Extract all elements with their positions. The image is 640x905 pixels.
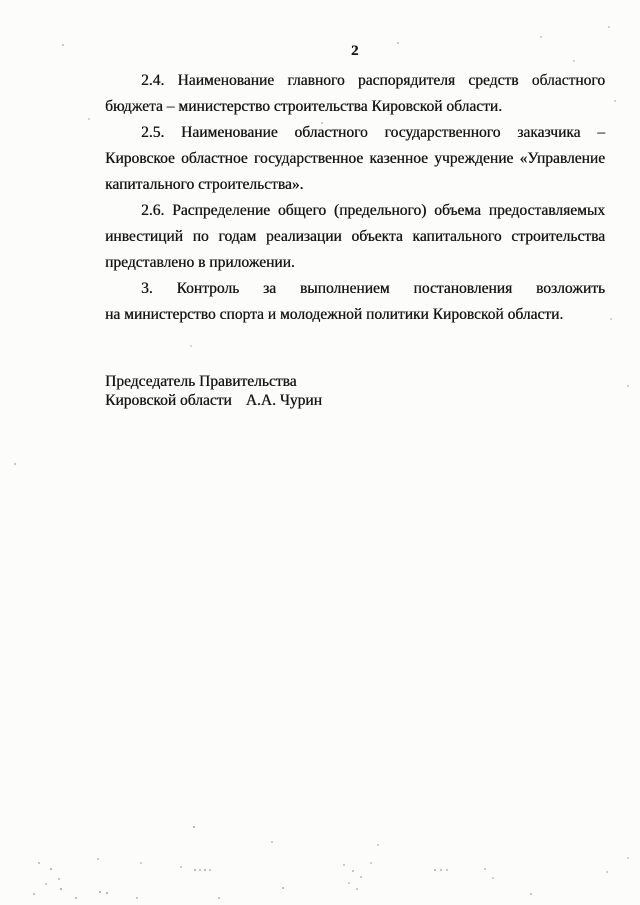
paragraph-line: 3. Контроль за выполнением постановления возложить (141, 280, 605, 297)
paragraph-line: представлено в приложении. (105, 254, 295, 271)
paragraph-line: капитального строительства». (105, 176, 304, 193)
paragraph-line: 2.5. Наименование областного государственного заказчика – (141, 124, 605, 141)
paragraph-line: на министерство спорта и молодежной политики Кировской области. (105, 306, 564, 323)
signature-title-region: Кировской области (105, 392, 232, 409)
paragraph-line: Кировское областное государственное казенное учреждение «Управление (105, 150, 605, 167)
paragraph-line: бюджета – министерство строительства Кировской области. (105, 98, 502, 115)
paragraph-line: 2.4. Наименование главного распорядителя средств областного (141, 72, 605, 89)
document-body (105, 68, 605, 328)
page-number: 2 (351, 43, 359, 59)
signature-block (105, 372, 605, 410)
signatory-name: А.А. Чурин (245, 392, 322, 409)
signature-title-line2 (105, 391, 605, 410)
paragraph-line: 2.6. Распределение общего (предельного) объема предоставляемых (141, 202, 605, 219)
signature-title-line1: Председатель Правительства (105, 373, 297, 390)
paragraph-line: инвестиций по годам реализации объекта капитального строительства (105, 228, 605, 245)
scan-noise-specks (0, 0, 2, 2)
